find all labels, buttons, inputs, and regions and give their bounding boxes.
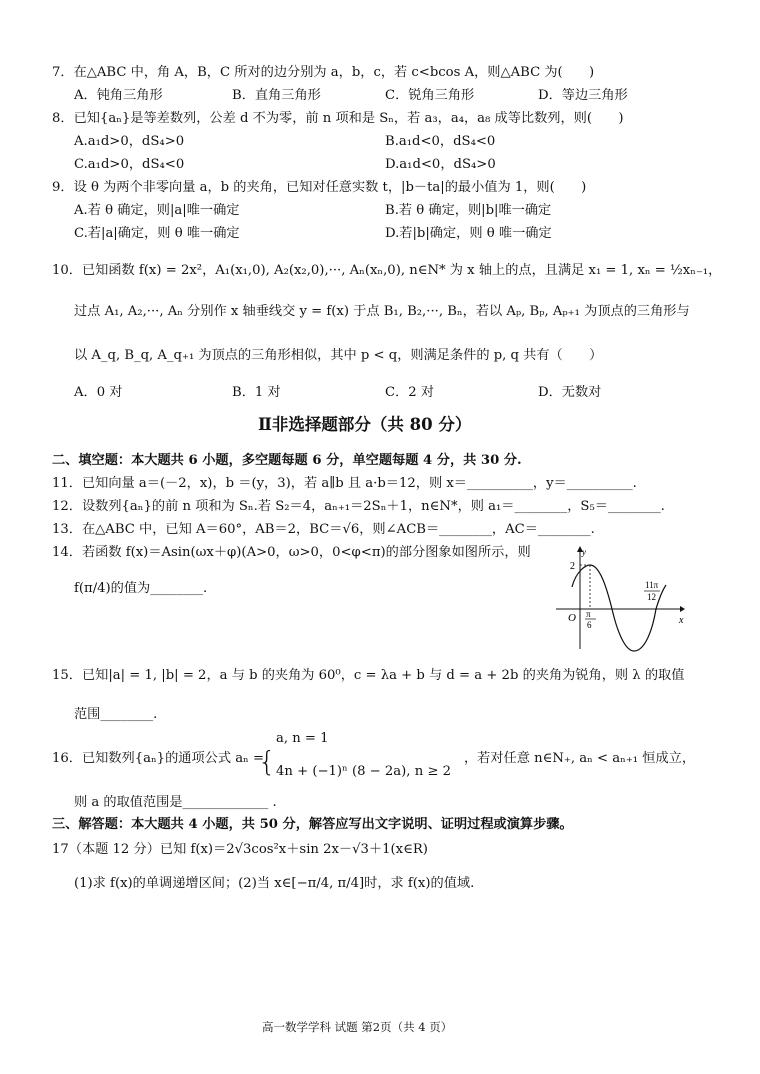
question-10-option-a: A．0 对 xyxy=(74,385,123,400)
tick-pi-6-numerator: π xyxy=(586,609,591,619)
question-8-option-d: D.a₁d<0，dS₄>0 xyxy=(385,157,496,172)
question-10-option-b: B．1 对 xyxy=(232,385,281,400)
question-15-line-2: 范围________. xyxy=(74,707,158,722)
question-8-option-b: B.a₁d<0，dS₄<0 xyxy=(385,134,496,149)
max-value-label: 2 xyxy=(570,561,575,572)
question-7-option-d: D．等边三角形 xyxy=(538,88,628,103)
x-axis-arrow xyxy=(680,606,685,612)
question-10-option-c: C．2 对 xyxy=(385,385,435,400)
tick-11pi-12-numerator: 11π xyxy=(645,580,659,590)
sine-graph xyxy=(552,545,686,653)
question-8-stem: 8．已知{aₙ}是等差数列，公差 d 不为零，前 n 项和是 Sₙ，若 a₃，a₄，a₈ 成等比数列，则( ) xyxy=(52,111,624,126)
question-8-option-a: A.a₁d>0，dS₄>0 xyxy=(74,134,185,149)
sine-curve xyxy=(572,565,666,651)
question-12: 12．设数列{aₙ}的前 n 项和为 Sₙ.若 S₂＝4，aₙ₊₁＝2Sₙ＋1，n∈N*，则 a₁＝________，S₅＝________. xyxy=(52,499,665,514)
page-footer: 高一数学学科 试题 第2页（共 4 页） xyxy=(262,1020,453,1034)
question-9-option-b: B.若 θ 确定，则|b|唯一确定 xyxy=(385,203,552,218)
question-10-line-3: 以 A_q, B_q, A_q₊₁ 为顶点的三角形相似，其中 p < q，则满足条件的 p, q 共有（ ） xyxy=(74,348,603,363)
question-10-line-2: 过点 A₁, A₂,···, Aₙ 分别作 x 轴垂线交 y = f(x) 于点 B₁, B₂,···, Bₙ，若以 Aₚ, Bₚ, Aₚ₊₁ 为顶点的三角形与 xyxy=(74,304,690,319)
question-15-line-1: 15．已知|a| = 1, |b| = 2，a 与 b 的夹角为 60⁰，c = λa + b 与 d = a + 2b 的夹角为锐角，则 λ 的取值 xyxy=(52,668,685,683)
question-17-line-1: 17（本题 12 分）已知 f(x)＝2√3cos²x＋sin 2x－√3＋1(x∈R) xyxy=(52,842,428,857)
question-7-option-c: C．锐角三角形 xyxy=(385,88,475,103)
question-10-option-d: D．无数对 xyxy=(538,385,602,400)
question-9-option-a: A.若 θ 确定，则|a|唯一确定 xyxy=(74,203,240,218)
question-10-line-1: 10．已知函数 f(x) = 2x²，A₁(x₁,0), A₂(x₂,0),···, Aₙ(xₙ,0), n∈N* 为 x 轴上的点，且满足 x₁ = 1, xₙ = ½xₙ₋₁， xyxy=(52,263,722,278)
x-axis-label: x xyxy=(679,615,684,626)
question-14-line-2: f(π/4)的值为________. xyxy=(74,581,208,596)
question-7-stem: 7．在△ABC 中，角 A，B，C 所对的边分别为 a，b，c，若 c<bcos A，则△ABC 为( ) xyxy=(52,65,595,80)
question-16-case-1: a, n = 1 xyxy=(276,731,329,746)
question-8-option-c: C.a₁d>0，dS₄<0 xyxy=(74,157,185,172)
question-11: 11．已知向量 a＝(－2，x)，b ＝(y，3)，若 a∥b 且 a·b＝12，则 x＝__________，y＝__________. xyxy=(52,476,637,491)
question-9-option-c: C.若|a|确定，则 θ 唯一确定 xyxy=(74,226,240,241)
question-16-condition: ，若对任意 n∈N₊, aₙ < aₙ₊₁ 恒成立， xyxy=(464,751,696,766)
question-9-stem: 9．设 θ 为两个非零向量 a，b 的夹角，已知对任意实数 t，|b－ta|的最小值为 1，则( ) xyxy=(52,180,587,195)
question-16-line-1: 16．已知数列{aₙ}的通项公式 aₙ = xyxy=(52,751,265,766)
question-9-option-d: D.若|b|确定，则 θ 唯一确定 xyxy=(385,226,552,241)
section-2-title: Ⅱ非选择题部分（共 80 分） xyxy=(258,415,472,434)
question-16-line-3: 则 a 的取值范围是_____________ . xyxy=(74,795,277,810)
question-13: 13．在△ABC 中，已知 A＝60°，AB＝2，BC＝√6，则∠ACB＝________，AC＝________. xyxy=(52,522,595,537)
y-axis-label: y xyxy=(582,547,586,557)
question-7-option-b: B．直角三角形 xyxy=(232,88,321,103)
piecewise-brace: { xyxy=(258,745,276,778)
question-14-line-1: 14．若函数 f(x)＝Asin(ωx＋φ)(A>0，ω>0，0<φ<π)的部分图象如图所示，则 xyxy=(52,545,531,560)
question-7-option-a: A．钝角三角形 xyxy=(74,88,163,103)
origin-label: O xyxy=(568,612,576,624)
tick-pi-6-denominator: 6 xyxy=(587,620,592,630)
question-17-line-2: (1)求 f(x)的单调递增区间；(2)当 x∈[−π/4, π/4]时，求 f(x)的值域. xyxy=(74,876,475,891)
fill-in-header: 二、填空题：本大题共 6 小题，多空题每题 6 分，单空题每题 4 分，共 30 分. xyxy=(52,453,522,468)
answer-section-header: 三、解答题：本大题共 4 小题，共 50 分，解答应写出文字说明、证明过程或演算步骤。 xyxy=(52,817,573,832)
tick-11pi-12-denominator: 12 xyxy=(647,592,656,602)
question-16-case-2: 4n + (−1)ⁿ (8 − 2a), n ≥ 2 xyxy=(276,764,452,779)
